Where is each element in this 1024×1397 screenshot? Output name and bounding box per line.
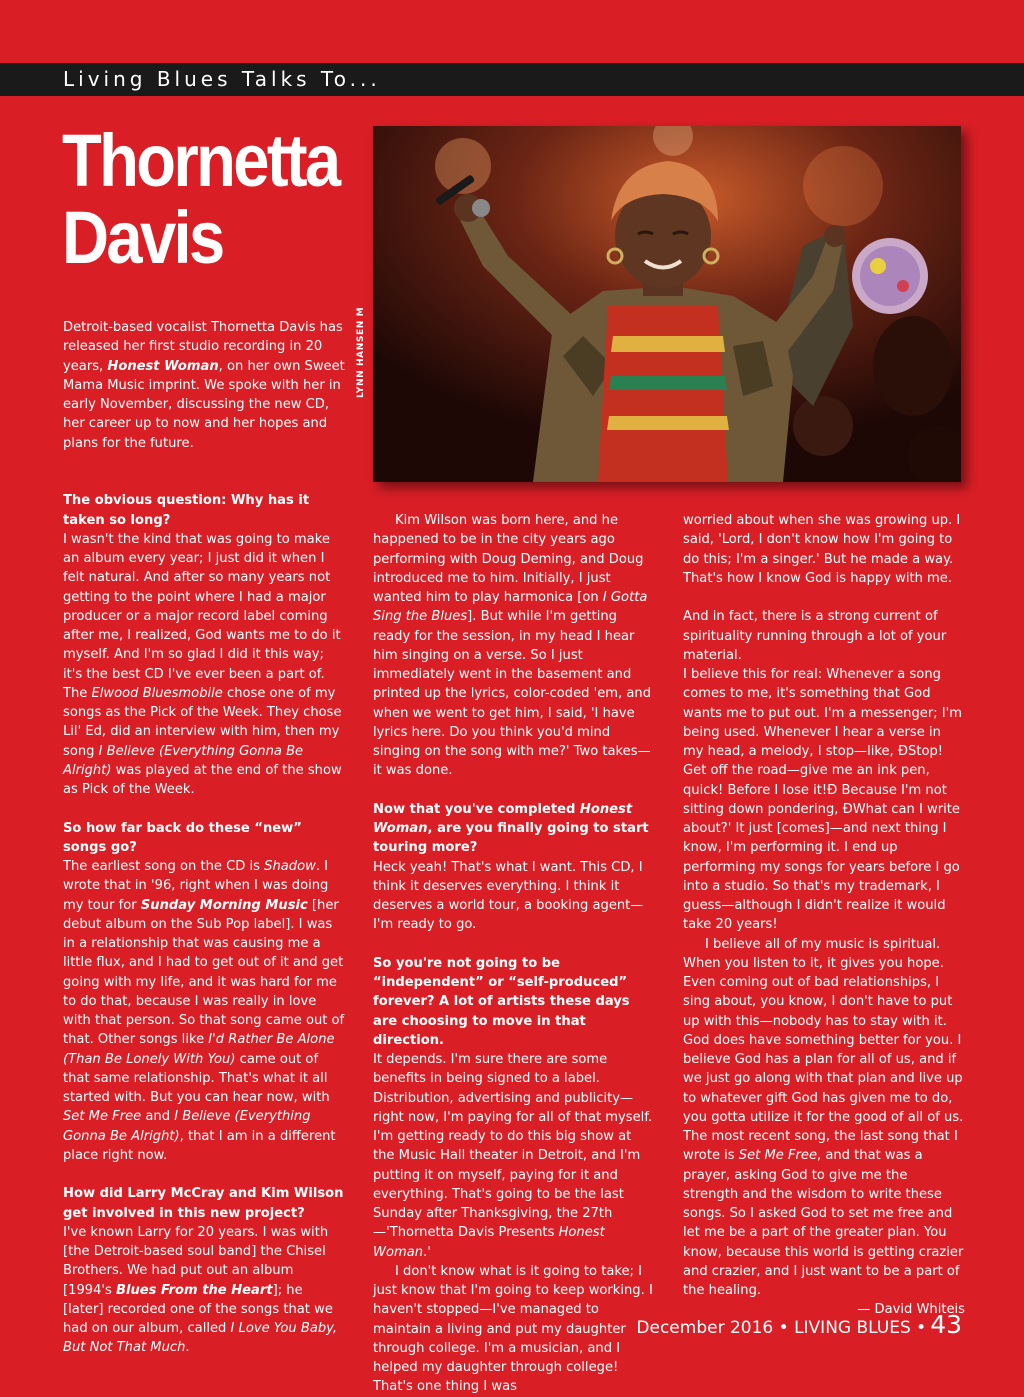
paragraph: I believe all of my music is spiritual. When you listen to it, it gives you hope. Even coming out of bad relationships, I sing about, you know, I don't have to put up with this—nobody has to stay with it. God does have something better for you. I believe God has a plan for all of us, and if we just go along with that plan and live up to whatever gift God has given me to do, you gotta utilize it for the good of all of us. The most recent song, the last song that I wrote is Set Me Free, and that was a prayer, asking God to give me the strength and the wisdom to write these songs. So I asked God to set me free and let me be a part of the greater plan. You know, because this world is getting crazier and crazier, and I just want to be a part of the healing.: [683, 936, 964, 1298]
column-3: [683, 511, 965, 1320]
performer-photo: [373, 126, 961, 482]
photo-credit: LYNN HANSEN M: [356, 306, 366, 398]
intro-paragraph: [63, 318, 345, 453]
question-2: So how far back do these “new” songs go?: [63, 820, 302, 855]
page-footer: [636, 1310, 962, 1339]
paragraph: worried about when she was growing up. I said, 'Lord, I don't know how I'm going to do this; I'm a singer.' But he made a way. That's how I know God is happy with me.: [683, 513, 961, 586]
page-number: 43: [930, 1310, 962, 1339]
performer-illustration: [373, 126, 961, 482]
footer-text: December 2016 • LIVING BLUES •: [636, 1318, 927, 1338]
question-3: How did Larry McCray and Kim Wilson get involved in this new project?: [63, 1186, 344, 1221]
intro-text: Detroit-based vocalist Thornetta Davis has released her first studio recording in 20 years,: [63, 320, 343, 374]
question-4: Now that you've completed Honest Woman, are you finally going to start touring more?: [373, 801, 649, 856]
column-1: [63, 472, 345, 1358]
paragraph: I don't know what is it going to take; I just know that I'm going to keep working. I haven't stopped—I've managed to maintain a living and put my daughter through college. I'm a musician, and I helped my daughter through college! That's one thing I was: [373, 1263, 653, 1395]
question-5: So you're not going to be “independent” or “self-produced” forever? A lot of artists these days are choosing to move in that direction.: [373, 955, 630, 1048]
title-line-1: Thornetta: [62, 119, 339, 202]
author-signature: — David Whiteis: [857, 1302, 965, 1318]
album-title: Honest Woman: [107, 358, 219, 374]
intro-text: , on her own Sweet Mama Music imprint. We spoke with her in early November, discussing the new CD, her career up to now and her hopes and plans for the future.: [63, 358, 345, 451]
answer-1: I wasn't the kind that was going to make an album every year; I just did it when I felt natural. And after so many years not getting to the point where I had a major producer or a major record label coming after me, I realized, God wants me to do it myself. And I'm so glad I did it this way; it's the best CD I've ever been a part of. The Elwood Bluesmobile chose one of my songs as the Pick of the Week. They chose Lil' Ed, did an interview with him, then my song I Believe (Everything Gonna Be Alright) was played at the end of the show as Pick of the Week.: [63, 531, 342, 797]
column-2: [373, 511, 655, 1397]
title-line-2: Davis: [62, 196, 223, 279]
answer-2: The earliest song on the CD is Shadow. I wrote that in '96, right when I was doing my tour for Sunday Morning Music [her debut album on the Sub Pop label]. I was in a relationship that was causing me a little flux, and I had to get out of it and get going with my life, and it was hard for me to do that, because I was really in love with that person. So that song came out of that. Other songs like I'd Rather Be Alone (Than Be Lonely With You) came out of that same relationship. That's what it all started with. But you can hear now, with Set Me Free and I Believe (Everything Gonna Be Alright), that I am in a different place right now.: [63, 859, 345, 1163]
paragraph: Kim Wilson was born here, and he happened to be in the city years ago performing with Doug Deming, and Doug introduced me to him. Initially, I just wanted him to play harmonica [on I Gotta Sing the Blues]. But while I'm getting ready for the session, in my head I hear him singing on a verse. So I just immediately went in the basement and printed up the lyrics, color-coded 'em, and when we went to get him, I said, 'I have lyrics here. Do you think you'd mind singing on the song with me?' Two takes—it was done.: [373, 513, 652, 779]
question-1: The obvious question: Why has it taken so long?: [63, 493, 310, 528]
article-title: [62, 119, 339, 279]
answer-6: I believe this for real: Whenever a song comes to me, it's something that God wants me to put out. I'm a messenger; I'm being used. Whenever I hear a verse in my head, a melody, I stop—like, ÐStop! Get off the road—give me an ink pen, quick! Before I lose it!Ð Because I'm not sitting down pondering, ÐWhat can I write about?' It just [comes]—and next thing I know, I'm performing it. I end up performing my songs for years before I go into a studio. So that's my trademark, I guess—although I didn't realize it would take 20 years!: [683, 667, 963, 933]
answer-4: Heck yeah! That's what I want. This CD, I think it deserves everything. I think it deserves a world tour, a booking agent—I'm ready to go.: [373, 859, 644, 933]
question-6: And in fact, there is a strong current of spirituality running through a lot of your material.: [683, 609, 947, 663]
section-banner: [0, 63, 1024, 96]
answer-3: I've known Larry for 20 years. I was with [the Detroit-based soul band] the Chisel Brothers. We had put out an album [1994's Blues From the Heart]; he [later] recorded one of the songs that we had on our album, called I Love You Baby, But Not That Much.: [63, 1224, 338, 1356]
answer-5: It depends. I'm sure there are some benefits in being signed to a label. Distribution, advertising and publicity—right now, I'm paying for all of that myself. I'm getting ready to do this big show at the Music Hall theater in Detroit, and I'm putting it on myself, paying for it and everything. That's going to be the last Sunday after Thanksgiving, the 27th—'Thornetta Davis Presents Honest Woman.': [373, 1052, 653, 1260]
section-label: Living Blues Talks To...: [63, 67, 381, 91]
